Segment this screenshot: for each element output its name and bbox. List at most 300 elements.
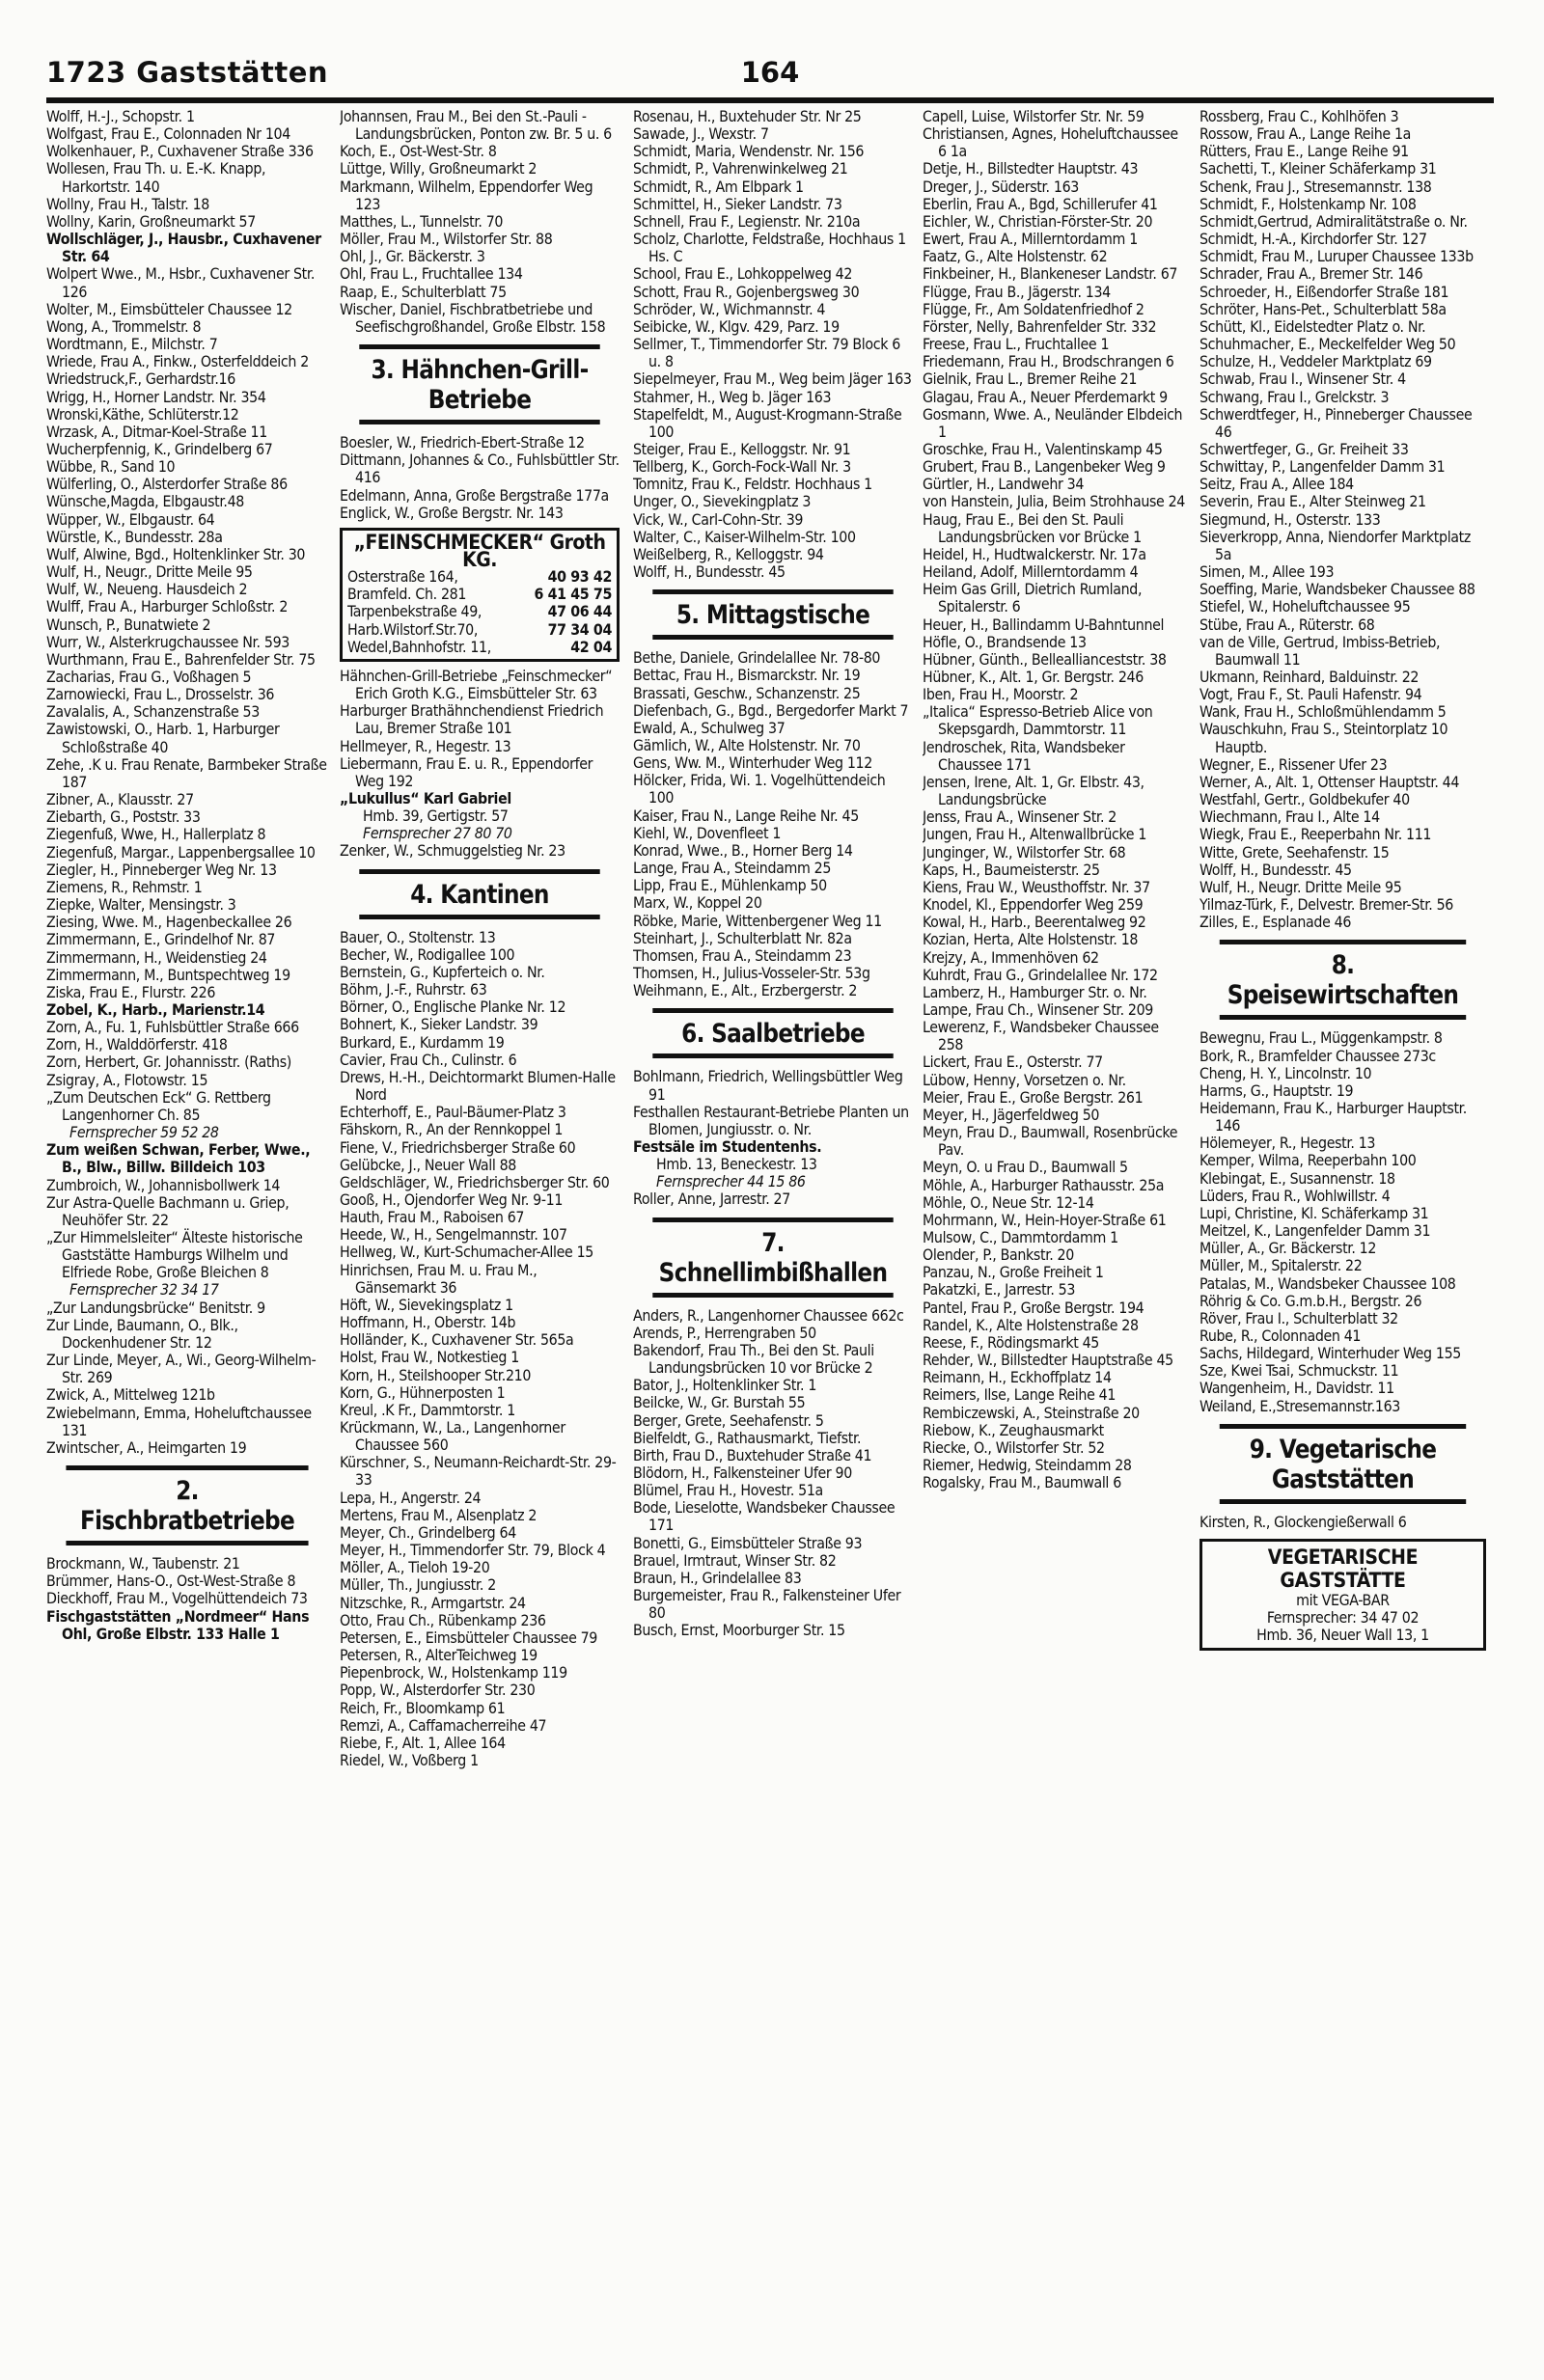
directory-entry: Ziegler, H., Pinneberger Weg Nr. 13 (46, 860, 277, 879)
directory-entry: Cavier, Frau Ch., Culinstr. 6 (340, 1050, 517, 1069)
directory-entry: Riedel, W., Voßberg 1 (340, 1750, 479, 1769)
directory-entry: Markmann, Wilhelm, Eppendorfer Weg 123 (340, 177, 593, 213)
directory-entry: Wank, Frau H., Schloßmühlendamm 5 (1199, 702, 1447, 722)
directory-entry: Schmidt, Frau M., Luruper Chaussee 133b (1199, 247, 1474, 266)
directory-entry: Petersen, R., AlterTeichweg 19 (340, 1646, 538, 1665)
directory-entry: Wiechmann, Frau I., Alte 14 (1199, 807, 1380, 827)
directory-entry: Hölcker, Frida, Wi. 1. Vogelhüttendeich 100 (633, 771, 886, 807)
directory-entry: Zorn, H., Walddörferstr. 418 (46, 1035, 228, 1054)
directory-entry: Ewert, Frau A., Millerntordamm 1 (923, 230, 1138, 249)
directory-entry: Wangenheim, H., Davidstr. 11 (1199, 1379, 1394, 1398)
section-heading: 9. Vegetarische Gaststätten (1220, 1424, 1466, 1504)
directory-entry: Würstle, K., Bundesstr. 28a (46, 527, 223, 546)
advertisement-line: Hmb. 36, Neuer Wall 13, 1 (1256, 1626, 1429, 1645)
directory-entry: Korn, G., Hühnerposten 1 (340, 1382, 506, 1402)
directory-entry: Meitzel, K., Langenfelder Damm 31 (1199, 1221, 1431, 1241)
directory-entry: Hähnchen-Grill-Betriebe „Feinschmecker“ Erich Groth K.G., Eimsbütteler Str. 63 (340, 666, 613, 703)
directory-entry: Lüttge, Willy, Großneumarkt 2 (340, 159, 538, 178)
directory-entry: Hmb. 39, Gertigstr. 57 (363, 807, 509, 826)
directory-entry: Müller, A., Gr. Bäckerstr. 12 (1199, 1239, 1377, 1258)
directory-entry: Thomsen, Frau A., Steindamm 23 (633, 945, 852, 965)
directory-entry: Tomnitz, Frau K., Feldstr. Hochhaus 1 (633, 475, 872, 494)
directory-entry: Groschke, Frau H., Valentinskamp 45 (923, 439, 1163, 458)
directory-entry: Ziebarth, G., Poststr. 33 (46, 807, 201, 827)
advertisement-row (347, 603, 612, 620)
directory-entry: Ziegenfuß, Wwe, H., Hallerplatz 8 (46, 825, 266, 844)
directory-entry: Weihmann, E., Alt., Erzbergerstr. 2 (633, 981, 858, 1000)
directory-entry: Weißelberg, R., Kelloggstr. 94 (633, 544, 824, 563)
section-heading: 8. Speisewirtschaften (1220, 940, 1466, 1020)
directory-entry: Wolkenhauer, P., Cuxhavener Straße 336 (46, 142, 314, 161)
directory-entry: Schenk, Frau J., Stresemannstr. 138 (1199, 177, 1432, 196)
directory-entry: Sawade, J., Wexstr. 7 (633, 124, 769, 144)
directory-entry: Reimers, Ilse, Lange Reihe 41 (923, 1385, 1117, 1405)
directory-entry: Lipp, Frau E., Mühlenkamp 50 (633, 876, 827, 895)
directory-entry: Otto, Frau Ch., Rübenkamp 236 (340, 1610, 546, 1629)
directory-entry: Detje, H., Billstedter Hauptstr. 43 (923, 159, 1139, 178)
directory-entry: Röver, Frau I., Schulterblatt 32 (1199, 1308, 1398, 1327)
directory-entry: Soeffing, Marie, Wandsbeker Chaussee 88 (1199, 580, 1475, 599)
running-header: 1723 Gaststätten (46, 56, 329, 89)
directory-entry: Gooß, H., Ojendorfer Weg Nr. 9-11 (340, 1190, 564, 1209)
directory-entry: Kirsten, R., Glockengießerwall 6 (1199, 1512, 1407, 1531)
directory-entry: Fernsprecher 27 80 70 (363, 824, 512, 843)
directory-entry: Simen, M., Allee 193 (1199, 562, 1335, 582)
directory-entry: Wrigg, H., Horner Landstr. Nr. 354 (46, 387, 266, 406)
directory-entry: Zarnowiecki, Frau L., Drosselstr. 36 (46, 685, 275, 704)
directory-entry: Braun, H., Grindelallee 83 (633, 1568, 802, 1587)
directory-entry: Börner, O., Englische Planke Nr. 12 (340, 998, 566, 1017)
directory-entry: „Zur Himmelsleiter“ Älteste historische Gaststätte Hamburgs Wilhelm und Elfriede Robe, Große Bleichen 8 (46, 1228, 303, 1282)
directory-entry: Schmidt, F., Holstenkamp Nr. 108 (1199, 194, 1417, 213)
advertisement-title: „FEINSCHMECKER“ Groth KG. (353, 530, 606, 571)
directory-entry: Stübe, Frau A., Rüterstr. 68 (1199, 615, 1375, 634)
directory-entry: Glagau, Frau A., Neuer Pferdemarkt 9 (923, 387, 1168, 406)
directory-entry: Zorn, A., Fu. 1, Fuhlsbüttler Straße 666 (46, 1018, 299, 1037)
directory-entry: Ziegenfuß, Margar., Lappenbergsallee 10 (46, 842, 316, 862)
directory-entry: Hübner, K., Alt. 1, Gr. Bergstr. 246 (923, 668, 1144, 686)
directory-entry: Meyn, Frau D., Baumwall, Rosenbrücke Pav. (923, 1123, 1178, 1160)
directory-entry: Korn, H., Steilshooper Str.210 (340, 1365, 532, 1384)
directory-entry: Schmidt,Gertrud, Admiralitätstraße o. Nr. (1199, 211, 1468, 231)
directory-entry: Christiansen, Agnes, Hoheluftchaussee 6 1a (923, 124, 1178, 161)
directory-entry: Rossberg, Frau C., Kohlhöfen 3 (1199, 108, 1399, 125)
directory-entry: Zilles, E., Esplanade 46 (1199, 913, 1352, 932)
directory-entry: Gelübcke, J., Neuer Wall 88 (340, 1155, 516, 1174)
directory-entry: Bewegnu, Frau L., Müggenkampstr. 8 (1199, 1028, 1443, 1048)
directory-entry: Edelmann, Anna, Große Bergstraße 177a (340, 485, 609, 505)
directory-entry: Wronski,Käthe, Schlüterstr.12 (46, 404, 239, 424)
directory-entry: Capell, Luise, Wilstorfer Str. Nr. 59 (923, 108, 1144, 125)
directory-entry: Wollschläger, J., Hausbr., Cuxhavener Str. 64 (46, 230, 321, 266)
directory-entry: Wong, A., Trommelstr. 8 (46, 316, 202, 336)
directory-entry: Freese, Frau L., Fruchtallee 1 (923, 335, 1110, 354)
directory-entry: Röhrig & Co. G.m.b.H., Bergstr. 26 (1199, 1291, 1422, 1310)
directory-entry: Scholz, Charlotte, Feldstraße, Hochhaus 1 Hs. C (633, 230, 906, 266)
directory-entry: Haug, Frau E., Bei den St. Pauli Landungsbrücken vor Brücke 1 (923, 509, 1142, 546)
directory-entry: Lüders, Frau R., Wohlwillstr. 4 (1199, 1186, 1391, 1205)
directory-entry: Zenker, W., Schmuggelstieg Nr. 23 (340, 841, 565, 861)
directory-entry: Randel, K., Alte Holstenstraße 28 (923, 1315, 1139, 1334)
advertisement-box (1199, 1539, 1486, 1651)
directory-entry: Burgemeister, Frau R., Falkensteiner Ufer 80 (633, 1586, 901, 1623)
directory-entry: Nitzschke, R., Armgartstr. 24 (340, 1593, 526, 1612)
directory-entry: Schulze, H., Veddeler Marktplatz 69 (1199, 352, 1432, 371)
directory-entry: Lamberz, H., Hamburger Str. o. Nr. (923, 982, 1147, 1001)
directory-entry: Schütt, Kl., Eidelstedter Platz o. Nr. (1199, 316, 1426, 336)
directory-entry: Wülferling, O., Alsterdorfer Straße 86 (46, 475, 288, 494)
directory-entry: Finkbeiner, H., Blankeneser Landstr. 67 (923, 264, 1178, 284)
directory-entry: Eichler, W., Christian-Förster-Str. 20 (923, 211, 1153, 231)
section-heading: 4. Kantinen (359, 869, 599, 919)
directory-entry: Sze, Kwei Tsai, Schmuckstr. 11 (1199, 1361, 1399, 1381)
directory-entry: Zwintscher, A., Heimgarten 19 (46, 1437, 247, 1457)
directory-entry: Hellmeyer, R., Hegestr. 13 (340, 736, 511, 755)
directory-entry: Lewerenz, F., Wandsbeker Chaussee 258 (923, 1018, 1159, 1054)
directory-entry: Liebermann, Frau E. u. R., Eppendorfer Weg 192 (340, 753, 593, 790)
directory-entry: Schmidt, P., Vahrenwinkelweg 21 (633, 159, 848, 178)
directory-entry: Heede, W., H., Sengelmannstr. 107 (340, 1225, 567, 1245)
directory-entry: Englick, W., Große Bergstr. Nr. 143 (340, 503, 564, 522)
directory-entry: Zwiebelmann, Emma, Hoheluftchaussee 131 (46, 1403, 312, 1439)
directory-entry: Zobel, K., Harb., Marienstr.14 (46, 999, 265, 1019)
directory-entry: Wulff, Frau A., Harburger Schloßstr. 2 (46, 597, 289, 616)
directory-entry: Ziska, Frau E., Flurstr. 226 (46, 982, 216, 1001)
directory-entry: Riebow, K., Zeughausmarkt (923, 1420, 1104, 1439)
directory-entry: Wucherpfennig, K., Grindelberg 67 (46, 439, 273, 458)
directory-entry: Panzau, N., Große Freiheit 1 (923, 1263, 1104, 1282)
directory-entry: Schröder, W., Wichmannstr. 4 (633, 299, 826, 318)
advertisement-line: Fernsprecher: 34 47 02 (1266, 1608, 1420, 1628)
section-heading: 6. Saalbetriebe (652, 1008, 893, 1058)
directory-entry: Fähskorn, R., An der Rennkoppel 1 (340, 1120, 564, 1139)
directory-entry: Zavalalis, A., Schanzenstraße 53 (46, 702, 260, 722)
directory-entry: Riebe, F., Alt. 1, Allee 164 (340, 1733, 506, 1752)
directory-entry: van de Ville, Gertrud, Imbiss-Betrieb, Baumwall 11 (1199, 632, 1441, 669)
directory-entry: Harburger Brathähnchendienst Friedrich Lau, Bremer Straße 101 (340, 701, 604, 738)
directory-entry: Reese, F., Rödingsmarkt 45 (923, 1332, 1099, 1352)
directory-entry: Siegmund, H., Osterstr. 133 (1199, 509, 1381, 529)
directory-entry: Kemper, Wilma, Reeperbahn 100 (1199, 1151, 1417, 1170)
directory-entry: Rütters, Frau E., Lange Reihe 91 (1199, 142, 1409, 161)
directory-entry: Boesler, W., Friedrich-Ebert-Straße 12 (340, 433, 585, 452)
directory-entry: Bohnert, K., Sieker Landstr. 39 (340, 1015, 538, 1034)
directory-entry: Schmidt, R., Am Elbpark 1 (633, 177, 804, 196)
directory-entry: Wollny, Karin, Großneumarkt 57 (46, 211, 256, 231)
directory-entry: Hmb. 13, Beneckestr. 13 (656, 1155, 817, 1174)
directory-entry: Wulf, Alwine, Bgd., Holtenklinker Str. 30 (46, 544, 306, 563)
directory-entry: Vick, W., Carl-Cohn-Str. 39 (633, 509, 804, 529)
advertisement-address: Wedel,Bahnhofstr. 11, (347, 637, 491, 656)
directory-entry: Lampe, Frau Ch., Winsener Str. 209 (923, 999, 1153, 1019)
section-heading: 7. Schnellimbißhallen (652, 1217, 893, 1298)
directory-entry: Schnell, Frau F., Legienstr. Nr. 210a (633, 211, 861, 231)
directory-entry: Heuer, H., Ballindamm U-Bahntunnel (923, 615, 1165, 634)
directory-entry: Sachs, Hildegard, Winterhuder Weg 155 (1199, 1344, 1461, 1363)
advertisement-address: Harb.Wilstorf.Str.70, (347, 619, 478, 639)
directory-entry: Wolpert Wwe., M., Hsbr., Cuxhavener Str. 126 (46, 264, 316, 301)
directory-entry: Schwab, Frau I., Winsener Str. 4 (1199, 369, 1406, 389)
directory-entry: Zwick, A., Mittelweg 121b (46, 1385, 215, 1405)
directory-entry: Bettac, Frau H., Bismarckstr. Nr. 19 (633, 666, 861, 685)
directory-entry: Schuhmacher, E., Meckelfelder Weg 50 (1199, 335, 1456, 354)
directory-entry: Beilcke, W., Gr. Burstah 55 (633, 1393, 806, 1412)
directory-entry: Johannsen, Frau M., Bei den St.-Pauli - Landungsbrücken, Ponton zw. Br. 5 u. 6 (340, 108, 612, 144)
directory-entry: Rosenau, H., Buxtehuder Str. Nr 25 (633, 108, 862, 125)
directory-entry: Witte, Grete, Seehafenstr. 15 (1199, 842, 1390, 862)
directory-entry: Kozian, Herta, Alte Holstenstr. 18 (923, 930, 1139, 949)
directory-entry: Riecke, O., Wilstorfer Str. 52 (923, 1437, 1105, 1457)
directory-entry: Diefenbach, G., Bgd., Bergedorfer Markt 7 (633, 700, 909, 720)
advertisement-phone: 47 06 44 (547, 602, 612, 621)
directory-entry: Koch, E., Ost-West-Str. 8 (340, 142, 497, 161)
directory-entry: Gürtler, H., Landwehr 34 (923, 475, 1085, 494)
directory-entry: Siepelmeyer, Frau M., Weg beim Jäger 163 (633, 369, 912, 389)
directory-entry: Marx, W., Koppel 20 (633, 893, 762, 913)
directory-entry: Rossow, Frau A., Lange Reihe 1a (1199, 124, 1412, 144)
directory-entry: Zur Astra-Quelle Bachmann u. Griep, Neuhöfer Str. 22 (46, 1192, 290, 1229)
directory-entry: Ziepke, Walter, Mensingstr. 3 (46, 895, 236, 915)
directory-entry: Bethe, Daniele, Grindelallee Nr. 78-80 (633, 648, 881, 668)
directory-entry: Geldschläger, W., Friedrichsberger Str. 60 (340, 1172, 610, 1191)
advertisement-address: Bramfeld. Ch. 281 (347, 585, 467, 604)
directory-entry: Mulsow, C., Dammtordamm 1 (923, 1228, 1118, 1246)
directory-entry: Wauschkuhn, Frau S., Steintorplatz 10 Hauptb. (1199, 720, 1448, 756)
directory-entry: Bauer, O., Stoltenstr. 13 (340, 927, 496, 946)
directory-entry: Fernsprecher 44 15 86 (656, 1172, 806, 1191)
directory-entry: Schwerdtfeger, H., Pinneberger Chaussee 46 (1199, 404, 1473, 441)
directory-entry: Wollny, Frau H., Talstr. 18 (46, 194, 209, 213)
directory-entry: Petersen, E., Eimsbütteler Chaussee 79 (340, 1628, 598, 1647)
directory-entry: Meyer, H., Timmendorfer Str. 79, Block 4 (340, 1541, 606, 1560)
section-heading: 2. Fischbratbetriebe (66, 1465, 308, 1546)
directory-entry: Steiger, Frau E., Kelloggstr. Nr. 91 (633, 439, 851, 458)
directory-entry: Zehe, .K u. Frau Renate, Barmbeker Straße 187 (46, 754, 327, 791)
directory-entry: Meyn, O. u Frau D., Baumwall 5 (923, 1158, 1128, 1177)
column-3 (633, 108, 913, 2356)
directory-entry: Höfle, O., Brandsende 13 (923, 632, 1087, 651)
directory-entry: Rogalsky, Frau M., Baumwall 6 (923, 1473, 1121, 1492)
directory-entry: Zorn, Herbert, Gr. Johannisstr. (Raths) (46, 1053, 291, 1072)
directory-entry: Wulf, H., Neugr., Dritte Meile 95 (46, 562, 253, 582)
directory-entry: Festhallen Restaurant-Betriebe Planten un Blomen, Jungiusstr. o. Nr. (633, 1102, 909, 1138)
directory-entry: Röbke, Marie, Wittenbergener Weg 11 (633, 911, 882, 930)
directory-entry: Schwittay, P., Langenfelder Damm 31 (1199, 457, 1446, 477)
directory-entry: Flügge, Frau B., Jägerstr. 134 (923, 282, 1111, 301)
directory-entry: Bonetti, G., Eimsbütteler Straße 93 (633, 1533, 863, 1552)
directory-entry: Hauth, Frau M., Raboisen 67 (340, 1208, 525, 1227)
directory-entry: Jenss, Frau A., Winsener Str. 2 (923, 807, 1117, 827)
directory-entry: Kürschner, S., Neumann-Reichardt-Str. 29-33 (340, 1453, 617, 1490)
directory-entry: Brockmann, W., Taubenstr. 21 (46, 1554, 240, 1573)
directory-entry: Hoffmann, H., Oberstr. 14b (340, 1313, 516, 1332)
directory-entry: Knodel, Kl., Eppendorfer Weg 259 (923, 895, 1144, 915)
directory-entry: Bielfeldt, G., Rathausmarkt, Tiefstr. (633, 1428, 862, 1447)
directory-entry: Stapelfeldt, M., August-Krogmann-Straße 100 (633, 404, 902, 441)
directory-entry: Schmidt, H.-A., Kirchdorfer Str. 127 (1199, 230, 1427, 249)
directory-entry: Mohrmann, W., Hein-Hoyer-Straße 61 (923, 1210, 1167, 1229)
directory-entry: Friedemann, Frau H., Brodschrangen 6 (923, 352, 1174, 371)
directory-entry: Wünsche,Magda, Elbgaustr.48 (46, 492, 244, 511)
directory-entry: Pakatzki, E., Jarrestr. 53 (923, 1280, 1076, 1299)
directory-entry: Wegner, E., Rissener Ufer 23 (1199, 754, 1388, 774)
directory-entry: Wunsch, P., Bunatwiete 2 (46, 615, 211, 634)
directory-entry: Jungen, Frau H., Altenwallbrücke 1 (923, 825, 1147, 844)
directory-entry: Pantel, Frau P., Große Bergstr. 194 (923, 1298, 1144, 1317)
directory-entry: Zawistowski, O., Harb. 1, Harburger Schloßstraße 40 (46, 720, 280, 756)
directory-entry: Schmittel, H., Sieker Landstr. 73 (633, 194, 842, 213)
directory-entry: Vogt, Frau F., St. Pauli Hafenstr. 94 (1199, 685, 1422, 704)
directory-entry: Wübbe, R., Sand 10 (46, 457, 176, 477)
directory-entry: Roller, Anne, Jarrestr. 27 (633, 1190, 790, 1209)
directory-entry: Möhle, A., Harburger Rathausstr. 25a (923, 1175, 1165, 1194)
directory-entry: Eberlin, Frau A., Bgd, Schillerufer 41 (923, 194, 1158, 213)
directory-entry: „Italica“ Espresso-Betrieb Alice von Skepsgardh, Dammtorstr. 11 (923, 702, 1153, 739)
directory-entry: Dreger, J., Süderstr. 163 (923, 177, 1079, 196)
directory-entry: Hübner, Günth., Belleallianceststr. 38 (923, 649, 1167, 669)
directory-entry: Ukmann, Reinhard, Balduinstr. 22 (1199, 668, 1420, 686)
directory-entry: Ohl, J., Gr. Bäckerstr. 3 (340, 247, 485, 266)
directory-entry: Unger, O., Sievekingplatz 3 (633, 492, 812, 511)
directory-entry: Gämlich, W., Alte Holstenstr. Nr. 70 (633, 736, 861, 754)
column-5 (1199, 108, 1486, 2356)
directory-entry: Kowal, H., Harb., Beerentalweg 92 (923, 913, 1146, 932)
directory-entry: Förster, Nelly, Bahrenfelder Str. 332 (923, 316, 1157, 336)
advertisement-row (347, 621, 612, 639)
advertisement-phone: 6 41 45 75 (534, 585, 612, 604)
directory-entry: Seibicke, W., Klgv. 429, Parz. 19 (633, 316, 840, 336)
directory-entry: Kiehl, W., Dovenfleet 1 (633, 823, 782, 842)
directory-entry: Cheng, H. Y., Lincolnstr. 10 (1199, 1063, 1372, 1082)
directory-entry: Seitz, Frau A., Allee 184 (1199, 475, 1354, 494)
directory-entry: Sachetti, T., Kleiner Schäferkamp 31 (1199, 159, 1437, 178)
directory-entry: Kiens, Frau W., Weusthoffstr. Nr. 37 (923, 877, 1150, 896)
column-4 (923, 108, 1188, 2356)
directory-entry: Becher, W., Rodigallee 100 (340, 944, 515, 964)
directory-entry: Wischer, Daniel, Fischbratbetriebe und Seefischgroßhandel, Große Elbstr. 158 (340, 299, 606, 336)
directory-entry: Hellweg, W., Kurt-Schumacher-Allee 15 (340, 1243, 593, 1262)
directory-entry: Rembiczewski, A., Steinstraße 20 (923, 1403, 1140, 1422)
directory-entry: Lepa, H., Angerstr. 24 (340, 1488, 482, 1507)
directory-entry: Zimmermann, M., Buntspechtweg 19 (46, 965, 290, 984)
directory-entry: Fernsprecher 32 34 17 (69, 1280, 219, 1299)
directory-entry: Ziemens, R., Rehmstr. 1 (46, 877, 203, 896)
directory-entry: Zibner, A., Klausstr. 27 (46, 790, 194, 809)
directory-entry: Meyer, Ch., Grindelberg 64 (340, 1522, 516, 1542)
directory-entry: Wurr, W., Alsterkrugchaussee Nr. 593 (46, 632, 290, 651)
directory-entry: Rehder, W., Billstedter Hauptstraße 45 (923, 1351, 1173, 1370)
directory-entry: Meier, Frau E., Große Bergstr. 261 (923, 1087, 1144, 1107)
advertisement-row (347, 639, 612, 656)
directory-entry: Yilmaz-Türk, F., Delvestr. Bremer-Str. 56 (1199, 895, 1453, 915)
directory-entry: Holländer, K., Cuxhavener Str. 565a (340, 1330, 574, 1350)
directory-entry: Schmidt, Maria, Wendenstr. Nr. 156 (633, 142, 865, 161)
advertisement-phone: 77 34 04 (547, 619, 612, 639)
directory-entry: Wiegk, Frau E., Reeperbahn Nr. 111 (1199, 825, 1432, 844)
directory-entry: Mertens, Frau M., Alsenplatz 2 (340, 1505, 538, 1524)
directory-entry: Piepenbrock, W., Holstenkamp 119 (340, 1663, 567, 1682)
directory-entry: Drews, H.-H., Deichtormarkt Blumen-Halle Nord (340, 1067, 616, 1105)
directory-entry: Wollesen, Frau Th. u. E.-K. Knapp, Harkortstr. 140 (46, 159, 266, 196)
directory-entry: Schrader, Frau A., Bremer Str. 146 (1199, 264, 1423, 284)
directory-entry: Wulf, W., Neueng. Hausdeich 2 (46, 580, 248, 599)
directory-entry: Reich, Fr., Bloomkamp 61 (340, 1698, 506, 1717)
directory-entry: Kaps, H., Baumeisterstr. 25 (923, 860, 1100, 879)
directory-entry: Junginger, W., Wilstorfer Str. 68 (923, 842, 1126, 862)
directory-entry: Ohl, Frau L., Fruchtallee 134 (340, 264, 523, 284)
directory-entry: Kaiser, Frau N., Lange Reihe Nr. 45 (633, 806, 859, 825)
directory-entry: Zacharias, Frau G., Voßhagen 5 (46, 668, 252, 686)
directory-entry: Hölemeyer, R., Hegestr. 13 (1199, 1134, 1376, 1153)
directory-entry: Patalas, M., Wandsbeker Chaussee 108 (1199, 1273, 1456, 1293)
directory-entry: Meyer, H., Jägerfeldweg 50 (923, 1105, 1100, 1124)
directory-entry: Fiene, V., Friedrichsberger Straße 60 (340, 1137, 576, 1157)
directory-entry: Wolfgast, Frau E., Colonnaden Nr 104 (46, 124, 290, 144)
directory-entry: Dittmann, Johannes & Co., Fuhlsbüttler Str. 416 (340, 451, 620, 487)
directory-entry: Dieckhoff, Frau M., Vogelhüttendeich 73 (46, 1589, 308, 1608)
page-header (46, 56, 1494, 95)
directory-entry: Müller, Th., Jungiusstr. 2 (340, 1575, 496, 1595)
directory-entry: Zur Linde, Meyer, A., Wi., Georg-Wilhelm-Str. 269 (46, 1351, 317, 1387)
column-2 (340, 108, 620, 2356)
directory-entry: Remzi, A., Caffamacherreihe 47 (340, 1715, 547, 1735)
directory-entry: Schwertfeger, G., Gr. Freiheit 33 (1199, 439, 1409, 458)
directory-entry: Birth, Frau D., Buxtehuder Straße 41 (633, 1445, 872, 1464)
directory-entry: Blödorn, H., Falkensteiner Ufer 90 (633, 1464, 852, 1482)
directory-entry: Echterhoff, E., Paul-Bäumer-Platz 3 (340, 1103, 566, 1122)
directory-entry: Reimann, H., Eckhoffplatz 14 (923, 1368, 1112, 1387)
directory-entry: Brauel, Irmtraut, Winser Str. 82 (633, 1550, 837, 1570)
directory-entry: Busch, Ernst, Moorburger Str. 15 (633, 1621, 845, 1640)
directory-entry: Krejzy, A., Immenhöven 62 (923, 947, 1099, 967)
directory-entry: „Zum Deutschen Eck“ G. Rettberg Langenhorner Ch. 85 (46, 1087, 271, 1124)
directory-entry: Böhm, J.-F., Ruhrstr. 63 (340, 980, 487, 999)
directory-entry: Heidel, H., Hudtwalckerstr. Nr. 17a (923, 544, 1146, 563)
directory-entry: Lickert, Frau E., Osterstr. 77 (923, 1053, 1103, 1072)
section-heading: 3. Hähnchen-Grill-Betriebe (359, 344, 599, 424)
directory-entry: Gielnik, Frau L., Bremer Reihe 21 (923, 369, 1138, 389)
advertisement-phone: 42 04 (570, 637, 612, 656)
directory-entry: Höft, W., Sievekingsplatz 1 (340, 1295, 513, 1314)
directory-entry: Sellmer, T., Timmendorfer Str. 79 Block 6 u. 8 (633, 335, 900, 371)
directory-entry: School, Frau E., Lohkoppelweg 42 (633, 264, 853, 284)
directory-entry: Schwang, Frau I., Grelckstr. 3 (1199, 387, 1390, 406)
directory-entry: Wriedstruck,F., Gerhardstr.16 (46, 369, 235, 389)
directory-entry: Jendroschek, Rita, Wandsbeker Chaussee 171 (923, 737, 1125, 774)
directory-entry: Gosmann, Wwe. A., Neuländer Elbdeich 1 (923, 404, 1183, 441)
directory-entry: Möller, A., Tieloh 19-20 (340, 1558, 490, 1577)
directory-entry: Tellberg, K., Gorch-Fock-Wall Nr. 3 (633, 457, 851, 477)
directory-entry: Heidemann, Frau K., Harburger Hauptstr. 146 (1199, 1098, 1467, 1135)
directory-entry: Klebingat, E., Susannenstr. 18 (1199, 1168, 1395, 1188)
directory-entry: Anders, R., Langenhorner Chaussee 662c (633, 1305, 904, 1325)
directory-entry: Fernsprecher 59 52 28 (69, 1123, 219, 1142)
directory-entry: Brassati, Geschw., Schanzenstr. 25 (633, 683, 861, 702)
directory-entry: Heiland, Adolf, Millerntordamm 4 (923, 562, 1139, 582)
directory-entry: Weiland, E.,Stresemannstr.163 (1199, 1396, 1400, 1415)
directory-entry: Holst, Frau W., Notkestieg 1 (340, 1348, 519, 1367)
directory-entry: von Hanstein, Julia, Beim Strohhause 24 (923, 492, 1185, 511)
directory-entry: Grubert, Frau B., Langenbeker Weg 9 (923, 457, 1166, 477)
directory-entry: Bator, J., Holtenklinker Str. 1 (633, 1376, 817, 1395)
directory-entry: Krückmann, W., La., Langenhorner Chaussee 560 (340, 1418, 565, 1455)
directory-entry: Lübow, Henny, Vorsetzen o. Nr. (923, 1070, 1126, 1089)
directory-entry: Wrzask, A., Ditmar-Koel-Straße 11 (46, 422, 267, 441)
advertisement-row (347, 586, 612, 603)
directory-entry: Riemer, Hedwig, Steindamm 28 (923, 1456, 1132, 1475)
directory-entry: Schott, Frau R., Gojenbergsweg 30 (633, 282, 860, 301)
directory-entry: Zumbroich, W., Johannisbollwerk 14 (46, 1175, 281, 1194)
